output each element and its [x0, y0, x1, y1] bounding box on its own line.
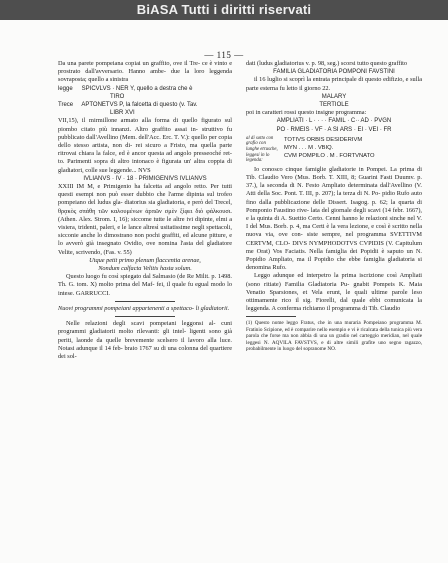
- paragraph: XXIII IM M, e Primigenio ha falcetta ad angolo retto. Per tutti questi esempi non può esser dubbio che l'arme dipinta sul trofeo pompeiano del ludus gla- diatorius sia gladiatoria, e però del Trecel, θρᾳκὸς σπάθη τῶν καλουμένων ἀρπῶν σμὲν ξίφει διὸ φάλκουσι. (Athen. Alex. Strom. I, 16); siccome tutte le altre ivi dipinte, elmi a visiera, tridenti, paleri, e le lance altresì usitatissime negli spettacoli, sicconie anche lo dimostrano non pochi graffiti, ed alcune pitture, e lo avverò già insegnato Ovidio, ove nomina l'asta del gladiatore Velite, scrivendo, (Fas. v. 55): [58, 183, 232, 256]
- inscription-line: TERTIOLE: [319, 102, 349, 109]
- inscription-line: [58, 85, 232, 93]
- paragraph: dati (ludus gladiatorius v. p. 98, seg.) scorsi tutto questo graffito: [246, 60, 408, 67]
- paragraph: il 16 luglio si scoprì la entrata principale di questo edifizio, e sulla parte esterna fu letto il giorno 22.: [246, 76, 422, 92]
- inscription-after: quello a destra che è: [136, 85, 193, 92]
- paragraph: VII,15), il mirmillone armato alla forma di quello figurato sul piombo citato più innanzi. Altro graffito assai in- struttivo fu pubblicato dall'Avellino (Mem. dell'Acc. Erc. T. V.): quello per copia dello stesso artista, non di- rei sicuro a Fristo, ma quella parte ritrovai chiara la falce, ed è ancor questa ad angolo presseoché ret- to. Parimenti sopra di altro intonaco è figurata un' altra coppia di gladiatori, colle sue leggende... NVS: [58, 117, 232, 174]
- inscription-line: [58, 101, 232, 109]
- verse-line: Utque petit primo plenum flaccentia arenae,: [89, 256, 201, 264]
- paragraph: poi in caratteri rossi questo insigne programma:: [246, 109, 367, 117]
- section-title: Nuovi programmi pompeiani appartenenti a spettaco- li gladiatorii.: [58, 304, 230, 312]
- inscription-label: Trece: [58, 102, 74, 109]
- inscription-block: [246, 136, 422, 164]
- inscription-line: FAMILIA GLADIATORIA POMPONI FAVSTINI: [273, 69, 395, 76]
- verse-line: Nondum calfacta Velitis hasta solum.: [98, 265, 192, 273]
- inscription-line: AMPLIATI · L · · · · FAMIL · C·· AD · PVGN: [276, 118, 392, 125]
- inscription-line: LIBR XVI: [110, 110, 135, 117]
- inscription-line: TOTIVS ORBIS DESIDERIVM: [284, 136, 363, 143]
- inscription-line: PO · RMEIS · VF · A SI ARS · EI · VEI · FR: [276, 126, 392, 133]
- inscription-line: TIRO: [110, 93, 125, 100]
- paragraph: Da una parete pompeiana copiai un graffito, ove il Tre- ce è vinto e prostrato dall'avversario. Hanno ambe- due la loro leggenda sovraposta; quello a sinistra: [58, 60, 232, 84]
- inscription-label: legge: [58, 85, 73, 92]
- inscription-stack: [284, 136, 422, 164]
- inscription-line: MALARY: [321, 93, 347, 100]
- page-number: — 115 —: [204, 50, 244, 60]
- section-divider: [115, 301, 175, 302]
- paragraph: Nelle relazioni degli scavi pompeiani leggonsi al- cuni programmi gladiatorii molto rilevanti: gli intel- ligenti sono già periti, laonde da quelle brevemente scelsero il lavoro alla luce. Notasi adunque il 14 feb- braio 1767 su di una colonna del quartiere dei sol-: [58, 320, 232, 360]
- right-column: [246, 60, 422, 352]
- side-note: al di sotto con grafio con lunghe etrusche, leggesi in lo legenda:: [246, 135, 278, 164]
- inscription-text: APTONETVS P, la falcetta di questo (v. Tav.: [81, 102, 198, 109]
- left-column: [58, 60, 232, 361]
- paragraph: Leggo adunque ed interpetro la prima iscrizione così Ampliati (sono ritiate) Familia Gladiatoria Pu- gnabit Pompeis K. Maia Venatio Sparsiones, et Vela erunt, le quali ultime parole leso ottimamente rico il sig. Fiorelli, dal quale ebbi comunicata la leggenda. A conferma richiamo il programma di Tib. Claudio: [246, 272, 422, 313]
- paragraph: Questo luogo fu così spiegato dal Salmasio (de Re Milit. p. 1498. Th. G. tom. X) molto prima del Maf- fei, il quale fu egual modo lo intese. GARRUCCI.: [58, 273, 232, 297]
- inscription-line: CVM POMPILO . M . FORTVNATO: [284, 152, 375, 159]
- footnote: (1) Questo nome leggo Fratus, che in una muraria Pompeiano programma M. Fratinio Scipione, ed è comparire nello esempio e vi è ricalcata della tunica più vera parola che forse ma non abbia di una un gradio nel carteggio meridian, nel quale leggesi N. AQVILA FAVSTVS, e di altre simili grafite uno segno ragazzo, probabilmente in luogo del sopranome NO.: [246, 320, 422, 353]
- inscription-text: SPICVLVS · NER Y,: [81, 85, 136, 92]
- inscription-line: MYN . . . M . VBIQ.: [284, 144, 334, 151]
- section-divider: [115, 316, 175, 317]
- inscription-line: IVLIANVS · IV · 18 · PRIMIGENIVS IVLIANVS: [83, 175, 207, 182]
- paragraph: Io conosco cinque famiglie gladiatorie in Pompei. La prima di Tib. Claudio Vero (Mus. Borb. T. XIII, 8; Guarini Fasti Duumv. p. 37.), la seconda di N. Festo Ampliato determinata dall'Avellino (V. Atti della Soc. Pont. T. III, p. 207); la terza di N. Po- pidio Rufo auto fino dalla pubblicazione delle Dissert. Isagog. p. 62; la quarta di Pomponio Faustino rive- lata del giornale degli scavi (14 febr. 1667), e la quinta di A. Suettio Certo. Cenni hanno le relazioni sinche nel V. I del Mus. Borb. p. 4, ma Certi è la vera lezione, e così è scritto nella nuova via, ove con- siste sempre, nel programma SVETTIVM CERTVM, CLO- DIVS NYMPHODOTVS CVPIDIS (V. Capitulum me Orat) Vos Faciatis. Nella famiglia dei Popidii è saputo un N. Popidio Ampliato, ma il Popidio che ebbe famiglia gladiatoria si denomina Rufo.: [246, 165, 422, 272]
- watermark-banner: BiASA Tutti i diritti riservati: [0, 0, 448, 20]
- footnote-divider: [246, 316, 296, 317]
